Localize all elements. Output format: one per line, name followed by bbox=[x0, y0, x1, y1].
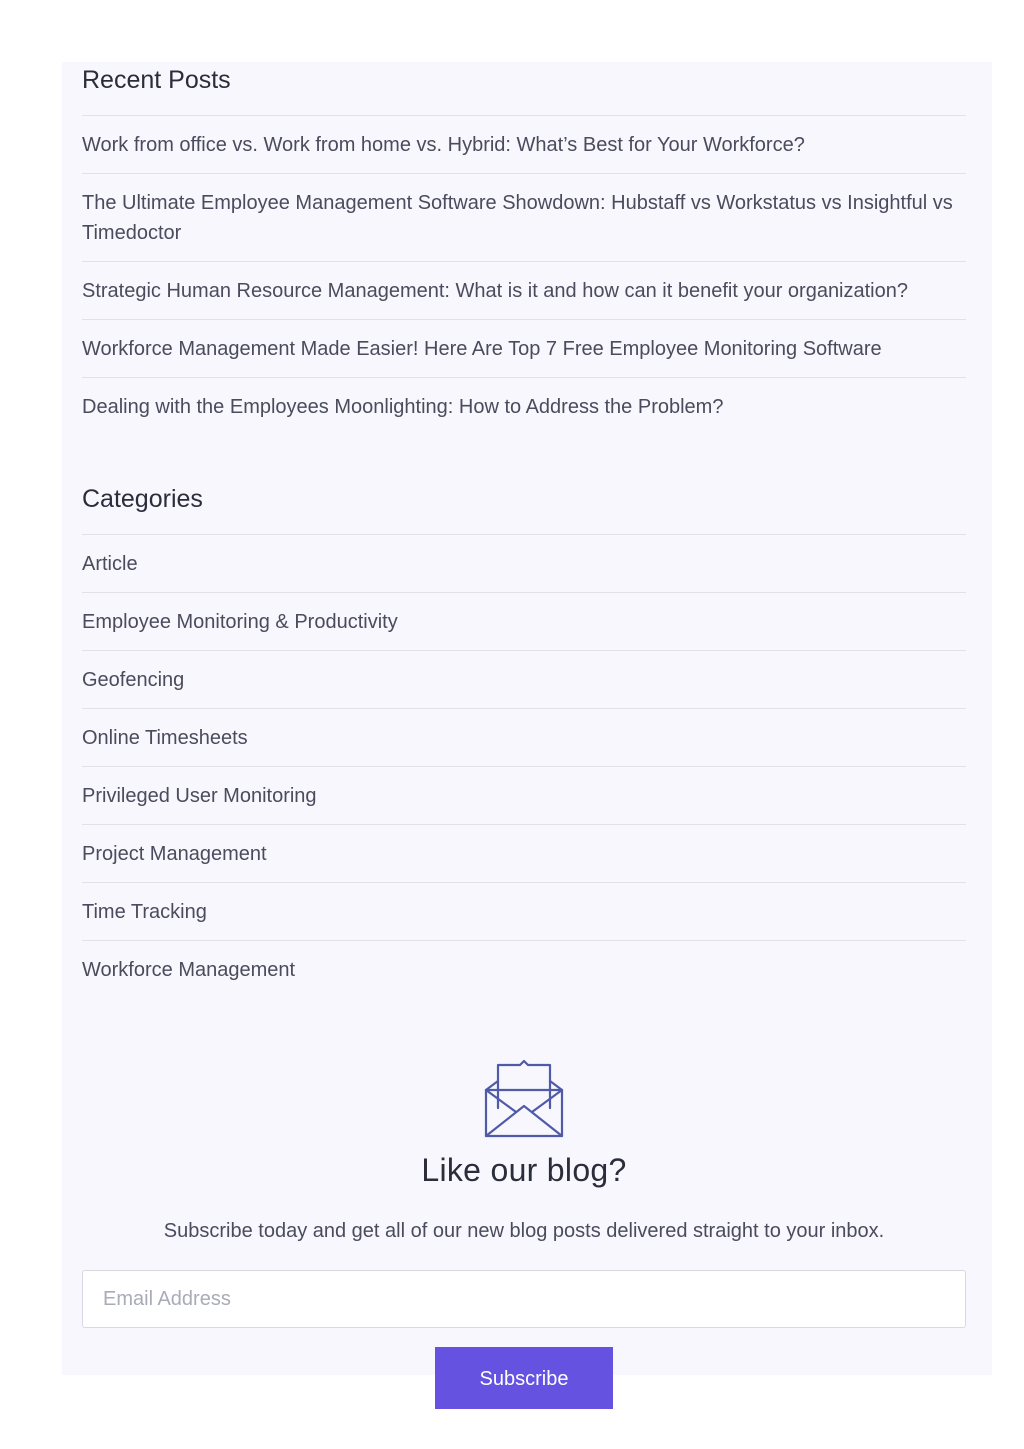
category-item bbox=[82, 940, 966, 998]
category-item bbox=[82, 708, 966, 766]
categories-widget bbox=[82, 482, 966, 998]
recent-post-link[interactable]: Strategic Human Resource Management: What is it and how can it benefit your organization? bbox=[82, 280, 908, 302]
recent-posts-title: Recent Posts bbox=[82, 66, 231, 94]
blog-sidebar bbox=[62, 62, 992, 1390]
recent-post-item bbox=[82, 319, 966, 377]
category-item bbox=[82, 766, 966, 824]
recent-post-item bbox=[82, 261, 966, 319]
category-item bbox=[82, 592, 966, 650]
subscribe-button[interactable]: Subscribe bbox=[435, 1347, 613, 1409]
category-link-online-timesheets[interactable]: Online Timesheets bbox=[82, 727, 248, 749]
categories-title: Categories bbox=[82, 485, 203, 513]
recent-post-link[interactable]: The Ultimate Employee Management Software Showdown: Hubstaff vs Workstatus vs Insightful vs Timedoctor bbox=[82, 192, 953, 244]
subscribe-widget bbox=[82, 1060, 966, 1409]
category-link-workforce-management[interactable]: Workforce Management bbox=[82, 959, 296, 981]
recent-post-link[interactable]: Workforce Management Made Easier! Here Are Top 7 Free Employee Monitoring Software bbox=[82, 338, 882, 360]
category-link-project-management[interactable]: Project Management bbox=[82, 843, 267, 865]
category-link-privileged-user-monitoring[interactable]: Privileged User Monitoring bbox=[82, 785, 317, 807]
categories-list bbox=[82, 534, 966, 998]
recent-post-item bbox=[82, 377, 966, 435]
category-item bbox=[82, 534, 966, 592]
subscribe-heading: Like our blog? bbox=[421, 1152, 627, 1188]
category-item bbox=[82, 824, 966, 882]
category-link-time-tracking[interactable]: Time Tracking bbox=[82, 901, 207, 923]
subscribe-description: Subscribe today and get all of our new blog posts delivered straight to your inbox. bbox=[163, 1220, 885, 1242]
recent-post-link[interactable]: Dealing with the Employees Moonlighting: How to Address the Problem? bbox=[82, 396, 724, 418]
category-item bbox=[82, 882, 966, 940]
category-link-employee-monitoring[interactable]: Employee Monitoring & Productivity bbox=[82, 611, 398, 633]
category-link-geofencing[interactable]: Geofencing bbox=[82, 669, 185, 691]
email-address-input[interactable] bbox=[82, 1270, 966, 1328]
category-item bbox=[82, 650, 966, 708]
recent-post-item bbox=[82, 115, 966, 173]
open-envelope-icon bbox=[484, 1060, 564, 1138]
recent-posts-list bbox=[82, 115, 966, 435]
recent-post-link[interactable]: Work from office vs. Work from home vs. Hybrid: What’s Best for Your Workforce? bbox=[82, 134, 805, 156]
category-link-article[interactable]: Article bbox=[82, 553, 138, 575]
recent-posts-widget bbox=[82, 63, 966, 435]
recent-post-item bbox=[82, 173, 966, 261]
